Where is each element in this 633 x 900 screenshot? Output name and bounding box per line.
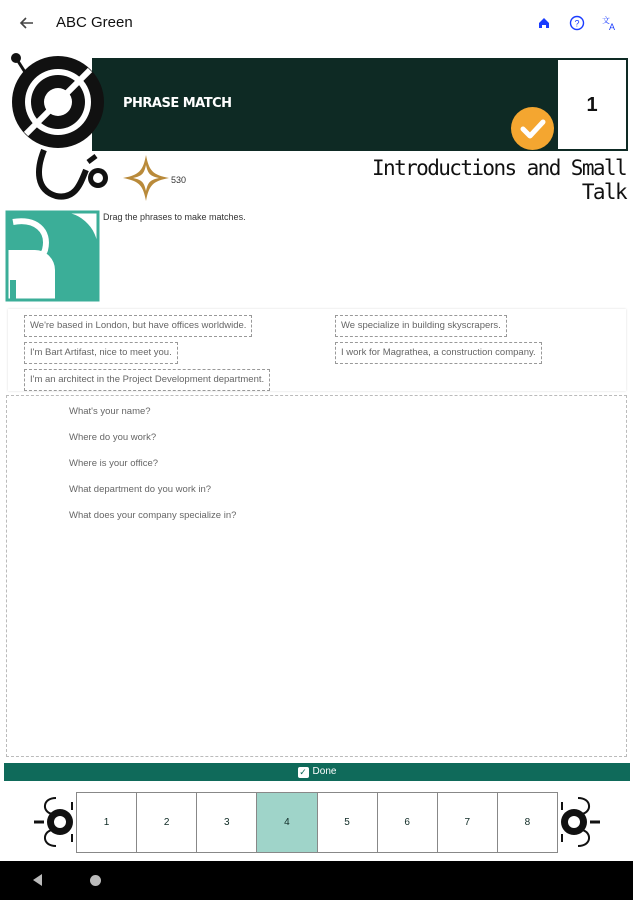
arrow-back-icon[interactable]: [16, 12, 38, 34]
phrase-chip[interactable]: I'm Bart Artifast, nice to meet you.: [24, 342, 178, 364]
question-item: Where is your office?: [69, 458, 159, 469]
page-button[interactable]: 1: [76, 792, 137, 853]
phrase-chip[interactable]: I work for Magrathea, a construction company.: [335, 342, 542, 364]
svg-text:A: A: [609, 22, 616, 32]
check-icon: ✓: [299, 766, 307, 777]
previous-page-icon[interactable]: [34, 790, 78, 854]
instruction-text: Drag the phrases to make matches.: [103, 212, 246, 222]
svg-text:文: 文: [602, 16, 610, 25]
page-navigation: [76, 792, 558, 853]
question-item: What department do you work in?: [69, 484, 212, 495]
phrase-chip[interactable]: We specialize in building skyscrapers.: [335, 315, 507, 337]
drop-area[interactable]: [6, 395, 627, 757]
activity-logo-icon: [6, 50, 121, 205]
next-page-icon[interactable]: [556, 790, 600, 854]
phrase-chip[interactable]: We're based in London, but have offices worldwide.: [24, 315, 252, 337]
question-item: What does your company specialize in?: [69, 510, 237, 521]
help-icon[interactable]: [568, 14, 586, 32]
points-value: 530: [171, 175, 187, 185]
check-badge-icon: [511, 107, 554, 150]
page-button[interactable]: 8: [498, 792, 558, 853]
question-item: Where do you work?: [69, 432, 157, 443]
page-button-active[interactable]: 4: [257, 792, 317, 853]
star-icon: [121, 153, 171, 203]
activity-type-label: PHRASE MATCH: [123, 96, 232, 111]
page-button[interactable]: 3: [197, 792, 257, 853]
page-button[interactable]: 7: [438, 792, 498, 853]
app-title: ABC Green: [56, 14, 133, 31]
page-button[interactable]: 2: [137, 792, 197, 853]
done-button[interactable]: [4, 763, 630, 781]
page-button[interactable]: 5: [318, 792, 378, 853]
phrase-chip[interactable]: I'm an architect in the Project Development department.: [24, 369, 270, 391]
translate-icon[interactable]: [601, 14, 619, 32]
activity-number: 1: [586, 94, 598, 116]
lesson-title: Introductions and Small Talk: [372, 156, 626, 204]
svg-text:?: ?: [574, 18, 580, 29]
question-item: What's your name?: [69, 406, 151, 417]
question-mark-icon: [5, 210, 100, 302]
system-home-icon[interactable]: [90, 875, 101, 886]
page-button[interactable]: 6: [378, 792, 438, 853]
activity-number-box: [556, 58, 628, 151]
phrase-bank: [8, 309, 626, 391]
system-back-icon[interactable]: [33, 874, 42, 886]
done-label: Done: [312, 766, 337, 777]
home-icon[interactable]: [535, 14, 553, 32]
